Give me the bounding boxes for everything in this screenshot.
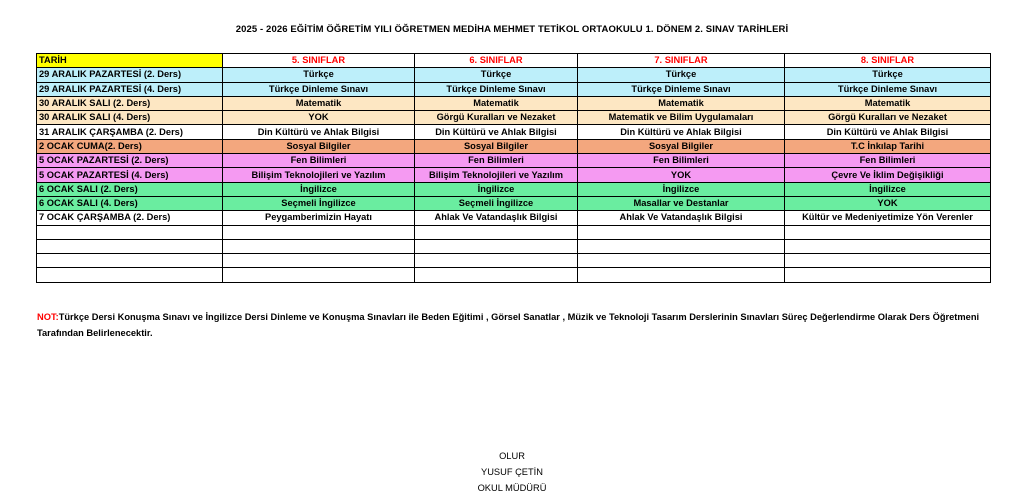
header-row [37, 54, 991, 68]
empty-row [37, 268, 991, 282]
exam-cell-grade-5: Bilişim Teknolojileri ve Yazılım [223, 168, 415, 182]
exam-schedule-body [37, 54, 991, 283]
exam-cell-grade-7: Matematik [578, 96, 785, 110]
empty-cell [578, 254, 785, 268]
exam-cell-grade-7: Fen Bilimleri [578, 154, 785, 168]
exam-cell-grade-8: İngilizce [785, 182, 991, 196]
exam-cell-grade-8: Fen Bilimleri [785, 154, 991, 168]
date-cell: 29 ARALIK PAZARTESİ (2. Ders) [37, 68, 223, 82]
exam-cell-grade-6: Türkçe Dinleme Sınavı [415, 82, 578, 96]
exam-cell-grade-7: Türkçe Dinleme Sınavı [578, 82, 785, 96]
note-label: NOT: [37, 312, 59, 322]
table-row [37, 96, 991, 110]
empty-cell [785, 254, 991, 268]
exam-cell-grade-5: İngilizce [223, 182, 415, 196]
exam-cell-grade-5: Türkçe Dinleme Sınavı [223, 82, 415, 96]
date-cell: 2 OCAK CUMA(2. Ders) [37, 139, 223, 153]
empty-row [37, 254, 991, 268]
exam-cell-grade-7: Sosyal Bilgiler [578, 139, 785, 153]
exam-cell-grade-6: İngilizce [415, 182, 578, 196]
header-grade-7: 7. SINIFLAR [578, 54, 785, 68]
exam-cell-grade-8: Görgü Kuralları ve Nezaket [785, 111, 991, 125]
exam-cell-grade-7: Din Kültürü ve Ahlak Bilgisi [578, 125, 785, 139]
date-cell: 6 OCAK SALI (2. Ders) [37, 182, 223, 196]
date-cell: 30 ARALIK SALI (2. Ders) [37, 96, 223, 110]
table-row [37, 211, 991, 225]
header-date: TARİH [37, 54, 223, 68]
exam-cell-grade-6: Görgü Kuralları ve Nezaket [415, 111, 578, 125]
exam-cell-grade-6: Ahlak Ve Vatandaşlık Bilgisi [415, 211, 578, 225]
exam-cell-grade-8: Türkçe Dinleme Sınavı [785, 82, 991, 96]
note-paragraph [37, 309, 997, 341]
table-row [37, 125, 991, 139]
table-row [37, 111, 991, 125]
signature-approval: OLUR [499, 451, 525, 461]
empty-cell [37, 268, 223, 282]
empty-row [37, 239, 991, 253]
table-row [37, 182, 991, 196]
empty-cell [415, 239, 578, 253]
exam-cell-grade-8: Matematik [785, 96, 991, 110]
empty-cell [415, 254, 578, 268]
exam-cell-grade-5: Seçmeli İngilizce [223, 196, 415, 210]
exam-cell-grade-5: YOK [223, 111, 415, 125]
exam-cell-grade-6: Matematik [415, 96, 578, 110]
note-text: Türkçe Dersi Konuşma Sınavı ve İngilizce Dersi Dinleme ve Konuşma Sınavları ile Beden Eğitimi , Görsel Sanatlar , Müzik ve Teknoloji Tasarım Derslerinin Sınavları Süreç Değerlendirme Olarak Ders Öğretmeni Tarafından Belirlenecektir. [37, 312, 980, 338]
exam-cell-grade-8: YOK [785, 196, 991, 210]
exam-cell-grade-7: Masallar ve Destanlar [578, 196, 785, 210]
date-cell: 5 OCAK PAZARTESİ (2. Ders) [37, 154, 223, 168]
empty-row [37, 225, 991, 239]
exam-cell-grade-7: YOK [578, 168, 785, 182]
empty-cell [785, 225, 991, 239]
empty-cell [223, 268, 415, 282]
date-cell: 7 OCAK ÇARŞAMBA (2. Ders) [37, 211, 223, 225]
exam-cell-grade-6: Seçmeli İngilizce [415, 196, 578, 210]
empty-cell [223, 225, 415, 239]
signature-title: OKUL MÜDÜRÜ [477, 483, 547, 493]
date-cell: 29 ARALIK PAZARTESİ (4. Ders) [37, 82, 223, 96]
empty-cell [415, 268, 578, 282]
empty-cell [785, 239, 991, 253]
header-grade-6: 6. SINIFLAR [415, 54, 578, 68]
date-cell: 6 OCAK SALI (4. Ders) [37, 196, 223, 210]
exam-cell-grade-8: T.C İnkılap Tarihi [785, 139, 991, 153]
date-cell: 5 OCAK PAZARTESİ (4. Ders) [37, 168, 223, 182]
table-row [37, 139, 991, 153]
empty-cell [578, 225, 785, 239]
exam-cell-grade-5: Din Kültürü ve Ahlak Bilgisi [223, 125, 415, 139]
empty-cell [578, 239, 785, 253]
header-grade-5: 5. SINIFLAR [223, 54, 415, 68]
empty-cell [223, 254, 415, 268]
exam-cell-grade-5: Matematik [223, 96, 415, 110]
document-title: 2025 - 2026 EĞİTİM ÖĞRETİM YILI ÖĞRETMEN MEDİHA MEHMET TETİKOL ORTAOKULU 1. DÖNEM 2. SINAV TARİHLERİ [235, 24, 789, 35]
empty-cell [37, 254, 223, 268]
exam-cell-grade-6: Fen Bilimleri [415, 154, 578, 168]
exam-cell-grade-6: Din Kültürü ve Ahlak Bilgisi [415, 125, 578, 139]
exam-cell-grade-6: Türkçe [415, 68, 578, 82]
empty-cell [223, 239, 415, 253]
exam-cell-grade-6: Bilişim Teknolojileri ve Yazılım [415, 168, 578, 182]
exam-cell-grade-7: Matematik ve Bilim Uygulamaları [578, 111, 785, 125]
signature-name: YUSUF ÇETİN [481, 467, 543, 477]
exam-cell-grade-5: Sosyal Bilgiler [223, 139, 415, 153]
header-grade-8: 8. SINIFLAR [785, 54, 991, 68]
exam-cell-grade-6: Sosyal Bilgiler [415, 139, 578, 153]
empty-cell [415, 225, 578, 239]
exam-cell-grade-8: Türkçe [785, 68, 991, 82]
date-cell: 30 ARALIK SALI (4. Ders) [37, 111, 223, 125]
empty-cell [785, 268, 991, 282]
exam-cell-grade-7: Ahlak Ve Vatandaşlık Bilgisi [578, 211, 785, 225]
exam-cell-grade-5: Fen Bilimleri [223, 154, 415, 168]
exam-schedule-table [36, 53, 991, 283]
exam-cell-grade-8: Çevre Ve İklim Değişikliği [785, 168, 991, 182]
exam-cell-grade-7: İngilizce [578, 182, 785, 196]
empty-cell [37, 239, 223, 253]
date-cell: 31 ARALIK ÇARŞAMBA (2. Ders) [37, 125, 223, 139]
empty-cell [37, 225, 223, 239]
table-row [37, 68, 991, 82]
table-row [37, 82, 991, 96]
table-row [37, 168, 991, 182]
exam-cell-grade-8: Din Kültürü ve Ahlak Bilgisi [785, 125, 991, 139]
empty-cell [578, 268, 785, 282]
table-row [37, 154, 991, 168]
exam-cell-grade-7: Türkçe [578, 68, 785, 82]
exam-cell-grade-5: Peygamberimizin Hayatı [223, 211, 415, 225]
exam-cell-grade-5: Türkçe [223, 68, 415, 82]
exam-cell-grade-8: Kültür ve Medeniyetimize Yön Verenler [785, 211, 991, 225]
table-row [37, 196, 991, 210]
